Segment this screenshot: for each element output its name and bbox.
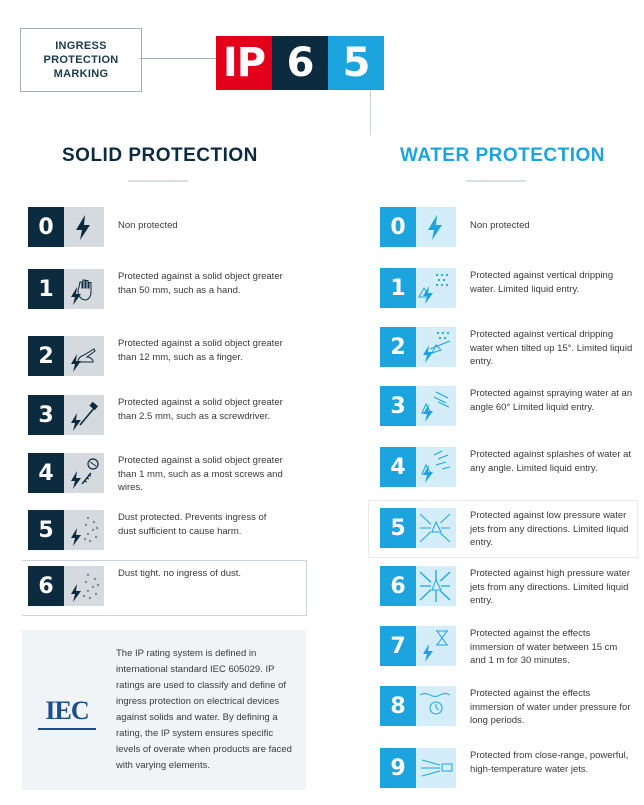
solid-row-0 <box>28 207 178 247</box>
solid-column-title: SOLID PROTECTION <box>62 145 258 166</box>
solid-digit-4: 4 <box>28 453 64 493</box>
water-row-8 <box>380 686 635 728</box>
solid-digit-1: 1 <box>28 269 64 309</box>
bolt-icon <box>70 584 82 602</box>
marking-line-2: PROTECTION <box>43 54 119 66</box>
solid-badge-3 <box>28 395 104 435</box>
solid-desc-0: Non protected <box>118 220 178 231</box>
water-digit-0: 0 <box>380 207 416 247</box>
bolt-icon <box>70 413 82 431</box>
solid-row-1 <box>28 269 283 309</box>
screwdriver-icon <box>64 395 104 435</box>
water-badge-4 <box>380 447 456 487</box>
solid-desc-2: Protected against a solid object greater than 12 mm, such as a finger. <box>118 338 283 363</box>
solid-row-2 <box>28 336 283 376</box>
bolt-icon <box>70 471 82 489</box>
water-row-4 <box>380 447 635 487</box>
water-row-7 <box>380 626 635 668</box>
hand-icon <box>64 269 104 309</box>
water-badge-6 <box>380 566 456 606</box>
solid-row-4 <box>28 453 283 495</box>
water-badge-2 <box>380 327 456 367</box>
dust-icon <box>64 510 104 550</box>
water-badge-8 <box>380 686 456 726</box>
water-row-1 <box>380 268 635 308</box>
bolt-icon <box>64 207 104 247</box>
bolt-icon <box>70 287 82 305</box>
iec-logo-bar <box>38 728 96 730</box>
solid-badge-5 <box>28 510 104 550</box>
solid-badge-4 <box>28 453 104 493</box>
water-title-rule <box>466 180 526 182</box>
water-digit-7: 7 <box>380 626 416 666</box>
solid-desc-4: Protected against a solid object greater than 1 mm, such as a most screws and wires. <box>118 455 283 493</box>
solid-desc-3: Protected against a solid object greater than 2.5 mm, such as a screwdriver. <box>118 397 283 422</box>
water-desc-3: Protected against spraying water at an angle 60° Limited liquid entry. <box>470 388 633 413</box>
water-desc-9: Protected from close-range, powerful, high-temperature water jets. <box>470 750 629 775</box>
drip-tilt-icon <box>416 327 456 367</box>
solid-row-6 <box>28 566 241 606</box>
solid-desc-1: Protected against a solid object greater than 50 mm, such as a hand. <box>118 271 283 296</box>
water-row-0 <box>380 207 530 247</box>
solid-digit-2: 2 <box>28 336 64 376</box>
solid-digit-3: 3 <box>28 395 64 435</box>
bolt-icon <box>70 354 82 372</box>
drip-icon <box>416 268 456 308</box>
water-desc-2: Protected against vertical dripping water when tilted up 15°. Limited liquid entry. <box>470 329 633 367</box>
dust-tight-icon <box>64 566 104 606</box>
bolt-icon <box>422 345 434 363</box>
water-digit-4: 4 <box>380 447 416 487</box>
solid-digit-0: 0 <box>28 207 64 247</box>
screw-wire-icon <box>64 453 104 493</box>
solid-badge-2 <box>28 336 104 376</box>
water-row-6 <box>380 566 635 608</box>
water-badge-0 <box>380 207 456 247</box>
ip-code-letters: IP <box>216 36 272 90</box>
water-digit-2: 2 <box>380 327 416 367</box>
splash-icon <box>416 447 456 487</box>
solid-desc-6: Dust tight. no ingress of dust. <box>118 568 242 579</box>
solid-digit-6: 6 <box>28 566 64 606</box>
high-jet-icon <box>416 566 456 606</box>
solid-badge-0 <box>28 207 104 247</box>
bolt-icon <box>422 286 434 304</box>
solid-row-5 <box>28 510 283 550</box>
water-desc-8: Protected against the effects immersion of water under pressure for long periods. <box>470 688 631 726</box>
water-badge-3 <box>380 386 456 426</box>
water-desc-6: Protected against high pressure water jets from any directions. Limited liquid entry. <box>470 568 631 606</box>
water-badge-1 <box>380 268 456 308</box>
marking-connector-line <box>140 58 224 59</box>
water-digit-3: 3 <box>380 386 416 426</box>
finger-icon <box>64 336 104 376</box>
iec-logo-text: IEC <box>45 696 89 725</box>
ip-code-second-digit: 5 <box>328 36 384 90</box>
iec-note-text: The IP rating system is defined in international standard IEC 605029. IP ratings are used to classify and define of ingress protection on electrical devices against solids and water. By defining a rating, the IP system ensures specific levels of overate when products are faced with varying elements. <box>116 648 292 771</box>
bolt-icon <box>422 465 434 483</box>
header <box>0 0 644 120</box>
ip-code-first-digit: 6 <box>272 36 328 90</box>
solid-title-rule <box>128 180 188 182</box>
water-digit-8: 8 <box>380 686 416 726</box>
bolt-icon <box>70 528 82 546</box>
low-jet-icon <box>416 508 456 548</box>
immersion-icon <box>416 626 456 666</box>
solid-digit-5: 5 <box>28 510 64 550</box>
water-connector-line <box>370 90 371 135</box>
water-badge-7 <box>380 626 456 666</box>
solid-badge-6 <box>28 566 104 606</box>
water-desc-0: Non protected <box>470 220 530 231</box>
water-digit-1: 1 <box>380 268 416 308</box>
solid-row-3 <box>28 395 283 435</box>
ip-code <box>216 36 384 90</box>
water-desc-4: Protected against splashes of water at any angle. Limited liquid entry. <box>470 449 632 474</box>
water-row-5 <box>380 508 635 550</box>
water-digit-9: 9 <box>380 748 416 788</box>
water-digit-6: 6 <box>380 566 416 606</box>
bolt-icon <box>422 404 434 422</box>
bolt-icon <box>416 207 456 247</box>
water-desc-7: Protected against the effects immersion of water between 15 cm and 1 m for 30 minutes. <box>470 628 618 666</box>
deep-immersion-icon <box>416 686 456 726</box>
water-badge-9 <box>380 748 456 788</box>
marking-line-1: INGRESS <box>55 40 107 52</box>
water-desc-1: Protected against vertical dripping water. Limited liquid entry. <box>470 270 614 295</box>
steam-jet-icon <box>416 748 456 788</box>
water-column-title: WATER PROTECTION <box>400 145 606 166</box>
iec-logo <box>36 688 98 734</box>
solid-desc-5: Dust protected. Prevents ingress of dust sufficient to cause harm. <box>118 512 267 537</box>
water-digit-5: 5 <box>380 508 416 548</box>
bolt-icon <box>422 644 434 662</box>
water-desc-5: Protected against low pressure water jets from any directions. Limited liquid entry. <box>470 510 629 548</box>
spray-icon <box>416 386 456 426</box>
iec-note-panel <box>22 630 306 790</box>
water-row-3 <box>380 386 635 426</box>
water-badge-5 <box>380 508 456 548</box>
water-row-2 <box>380 327 635 369</box>
solid-badge-1 <box>28 269 104 309</box>
ingress-protection-marking-box <box>20 28 142 92</box>
water-row-9 <box>380 748 635 788</box>
marking-line-3: MARKING <box>53 68 109 80</box>
